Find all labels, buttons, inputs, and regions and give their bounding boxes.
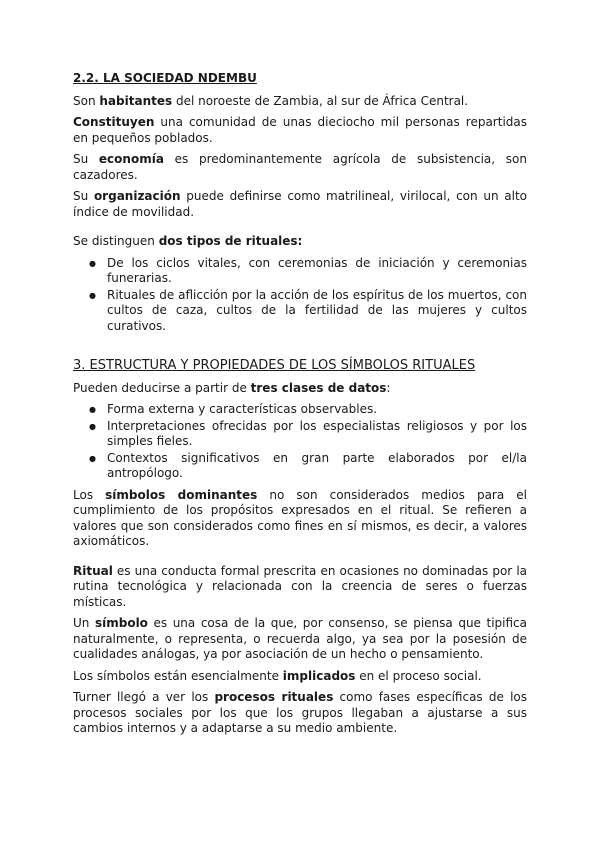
text: es una conducta formal prescrita en ocasiones no dominadas por la rutina tecnológica y relacionada con la creencia de seres o fuerzas místicas. — [73, 563, 527, 609]
text: una comunidad de unas dieciocho mil personas repartidas en pequeños poblados. — [73, 115, 527, 145]
bold-term: implicados — [282, 668, 356, 683]
section-heading-3: 3. ESTRUCTURA Y PROPIEDADES DE LOS SÍMBOLOS RITUALES — [73, 358, 476, 373]
text: Pueden deducirse a partir de — [73, 380, 251, 395]
text: : — [386, 380, 391, 395]
bold-term: tres clases de datos — [250, 380, 387, 395]
text: como fases específicas de los procesos sociales por los que los grupos llegaban a ajustarse a sus cambios internos y a adaptarse a su medio ambiente. — [73, 690, 528, 735]
bold-term: Ritual — [73, 563, 113, 578]
text: Un — [73, 616, 95, 630]
text: es una cosa de la que, por consenso, se piensa que tipifica naturalmente, o representa, o recuerda algo, ya sea por la posesión de cualidades análogas, ya por asociación de un hecho o pensamiento. — [73, 616, 528, 661]
paragraph-tipos-rituales — [73, 234, 527, 250]
bold-term: habitantes — [99, 93, 173, 108]
paragraph-procesos-rituales — [73, 690, 527, 737]
section-heading-2-2: 2.2. LA SOCIEDAD NDEMBU — [73, 71, 257, 85]
list-item: ● Forma externa y características observables. — [107, 402, 527, 418]
paragraph-tres-clases — [73, 381, 527, 397]
text: Los símbolos están esencialmente — [73, 668, 283, 683]
text: Son — [73, 93, 100, 108]
text: puede definirse como matrilineal, virilocal, con un alto índice de movilidad. — [73, 189, 527, 219]
rituals-list — [73, 256, 527, 335]
bold-term: procesos rituales — [214, 690, 334, 704]
paragraph-ritual — [73, 564, 527, 611]
bold-term: organización — [93, 189, 181, 203]
paragraph-implicados — [73, 669, 527, 685]
bold-term: dos tipos de rituales: — [158, 234, 303, 248]
paragraph-simbolos-dominantes — [73, 488, 527, 550]
text: del noroeste de Zambia, al sur de África Central. — [172, 93, 469, 108]
text: en el proceso social. — [355, 668, 482, 683]
list-item: ● De los ciclos vitales, con ceremonias de iniciación y ceremonias funerarias. — [107, 256, 527, 287]
text: Se distinguen — [73, 234, 159, 248]
paragraph-organizacion — [73, 189, 527, 220]
document-body — [73, 71, 527, 743]
text: Su — [73, 189, 94, 203]
paragraph-constituyen — [73, 115, 527, 146]
paragraph-simbolo — [73, 616, 527, 663]
list-item: ● Interpretaciones ofrecidas por los especialistas religiosos y por los simples fieles. — [107, 419, 527, 450]
text: Turner llegó a ver los — [73, 690, 215, 704]
list-item: ● Rituales de aflicción por la acción de los espíritus de los muertos, con cultos de caza, cultos de la fertilidad de las mujeres y cultos curativos. — [107, 288, 527, 335]
text: no son considerados medios para el cumplimiento de los propósitos expresados en el ritual. Se refieren a valores que son considerados como fines en sí mismos, es decir, a valores axiomáticos. — [73, 487, 527, 548]
paragraph-habitantes — [73, 94, 527, 110]
list-item: ● Contextos significativos en gran parte elaborados por el/la antropólogo. — [107, 451, 527, 482]
bold-term: símbolos dominantes — [105, 487, 258, 502]
bold-term: economía — [98, 152, 164, 166]
bold-term: símbolo — [94, 616, 148, 630]
text: Su — [73, 152, 99, 166]
bold-term: Constituyen — [73, 115, 155, 129]
text: es predominantemente agrícola de subsistencia, son cazadores. — [73, 152, 527, 182]
text: Los — [73, 487, 106, 502]
data-types-list — [73, 402, 527, 482]
paragraph-economia — [73, 152, 527, 183]
